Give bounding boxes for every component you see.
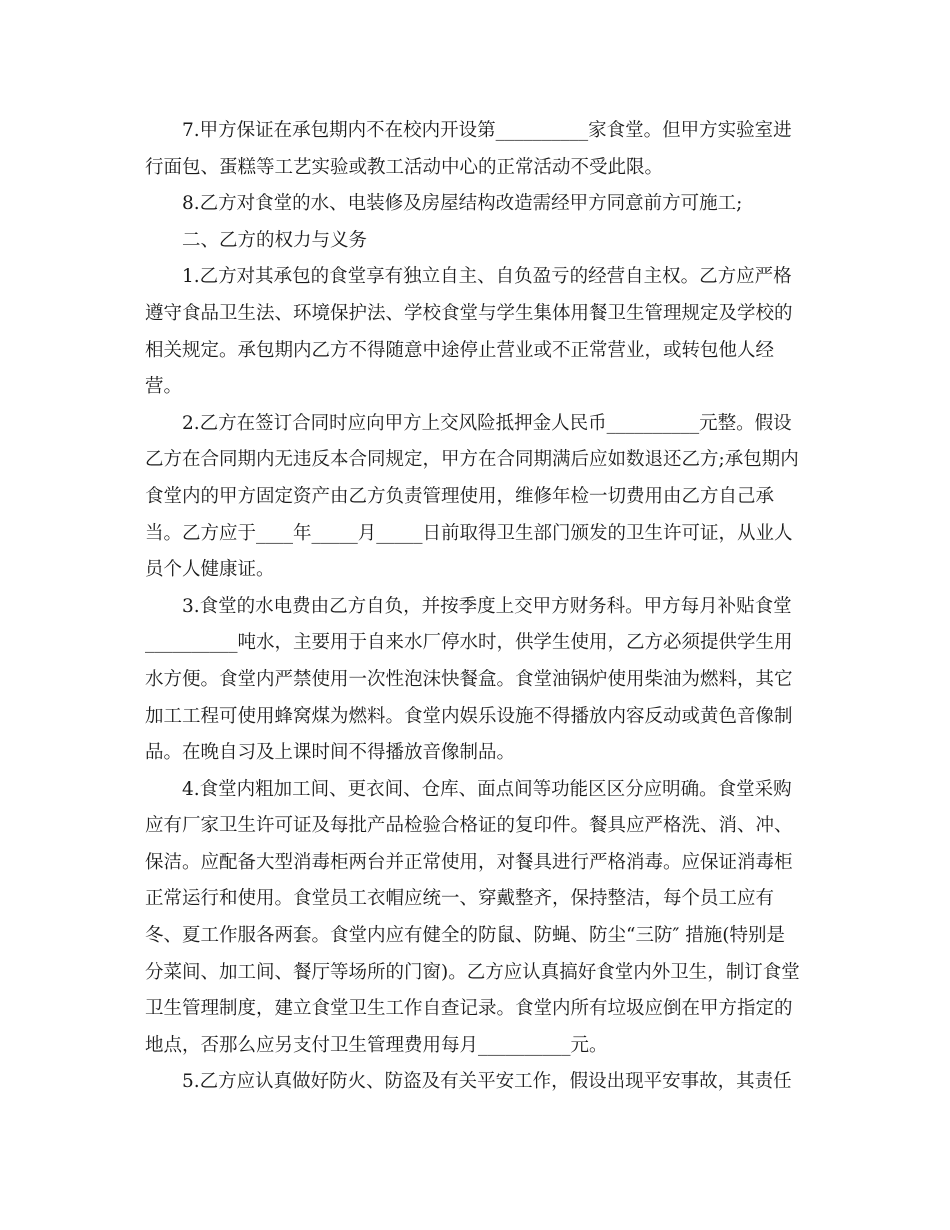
text-line: 相关规定。承包期内乙方不得随意中途停止营业或不正常营业，或转包他人经: [145, 339, 775, 361]
text-line: __________吨水，主要用于自来水厂停水时，供学生使用，乙方必须提供学生用: [145, 632, 793, 654]
text-line: 遵守食品卫生法、环境保护法、学校食堂与学生集体用餐卫生管理规定及学校的: [145, 302, 793, 324]
text-line: 1.乙方对其承包的食堂享有独立自主、自负盈亏的经营自主权。乙方应严格: [145, 266, 792, 288]
text-line: 正常运行和使用。食堂员工衣帽应统一、穿戴整齐，保持整洁，每个员工应有: [145, 888, 775, 910]
text-line: 分菜间、加工间、餐厅等场所的门窗)。乙方应认真搞好食堂内外卫生，制订食堂: [145, 961, 800, 983]
text-line: 当。乙方应于____年_____月_____日前取得卫生部门颁发的卫生许可证，从业人: [145, 522, 793, 544]
text-line: 保洁。应配备大型消毒柜两台并正常使用，对餐具进行严格消毒。应保证消毒柜: [145, 851, 793, 873]
text-line: 应有厂家卫生许可证及每批产品检验合格证的复印件。餐具应严格洗、消、冲、: [145, 815, 793, 837]
text-line: 3.食堂的水电费由乙方自负，并按季度上交甲方财务科。甲方每月补贴食堂: [145, 595, 792, 617]
text-line: 员个人健康证。: [145, 559, 275, 581]
text-line: 2.乙方在签订合同时应向甲方上交风险抵押金人民币__________元整。假设: [145, 412, 792, 434]
text-line: 5.乙方应认真做好防火、防盗及有关平安工作，假设出现平安事故，其责任: [145, 1071, 792, 1093]
section-heading: 二、乙方的权力与义务: [145, 229, 368, 251]
text-line: 4.食堂内粗加工间、更衣间、仓库、面点间等功能区区分应明确。食堂采购: [145, 778, 792, 800]
text-line: 品。在晚自习及上课时间不得播放音像制品。: [145, 742, 516, 764]
text-line: 食堂内的甲方固定资产由乙方负责管理使用，维修年检一切费用由乙方自己承: [145, 485, 775, 507]
text-line: 地点，否那么应另支付卫生管理费用每月__________元。: [145, 1034, 608, 1056]
text-line: 乙方在合同期内无违反本合同规定，甲方在合同期满后应如数退还乙方;承包期内: [145, 449, 799, 471]
text-line: 营。: [145, 376, 183, 398]
text-line: 8.乙方对食堂的水、电装修及房屋结构改造需经甲方同意前方可施工;: [145, 193, 743, 215]
text-line: 水方便。食堂内严禁使用一次性泡沫快餐盒。食堂油锅炉使用柴油为燃料，其它: [145, 668, 793, 690]
text-line: 卫生管理制度，建立食堂卫生工作自查记录。食堂内所有垃圾应倒在甲方指定的: [145, 998, 793, 1020]
text-line: 冬、夏工作服各两套。食堂内应有健全的防鼠、防蝇、防尘“三防″ 措施(特别是: [145, 925, 785, 947]
document-body: [145, 113, 805, 1101]
text-line: 行面包、蛋糕等工艺实验或教工活动中心的正常活动不受此限。: [145, 156, 664, 178]
text-line: 加工工程可使用蜂窝煤为燃料。食堂内娱乐设施不得播放内容反动或黄色音像制: [145, 705, 793, 727]
text-line: 7.甲方保证在承包期内不在校内开设第__________家食堂。但甲方实验室进: [145, 120, 792, 141]
